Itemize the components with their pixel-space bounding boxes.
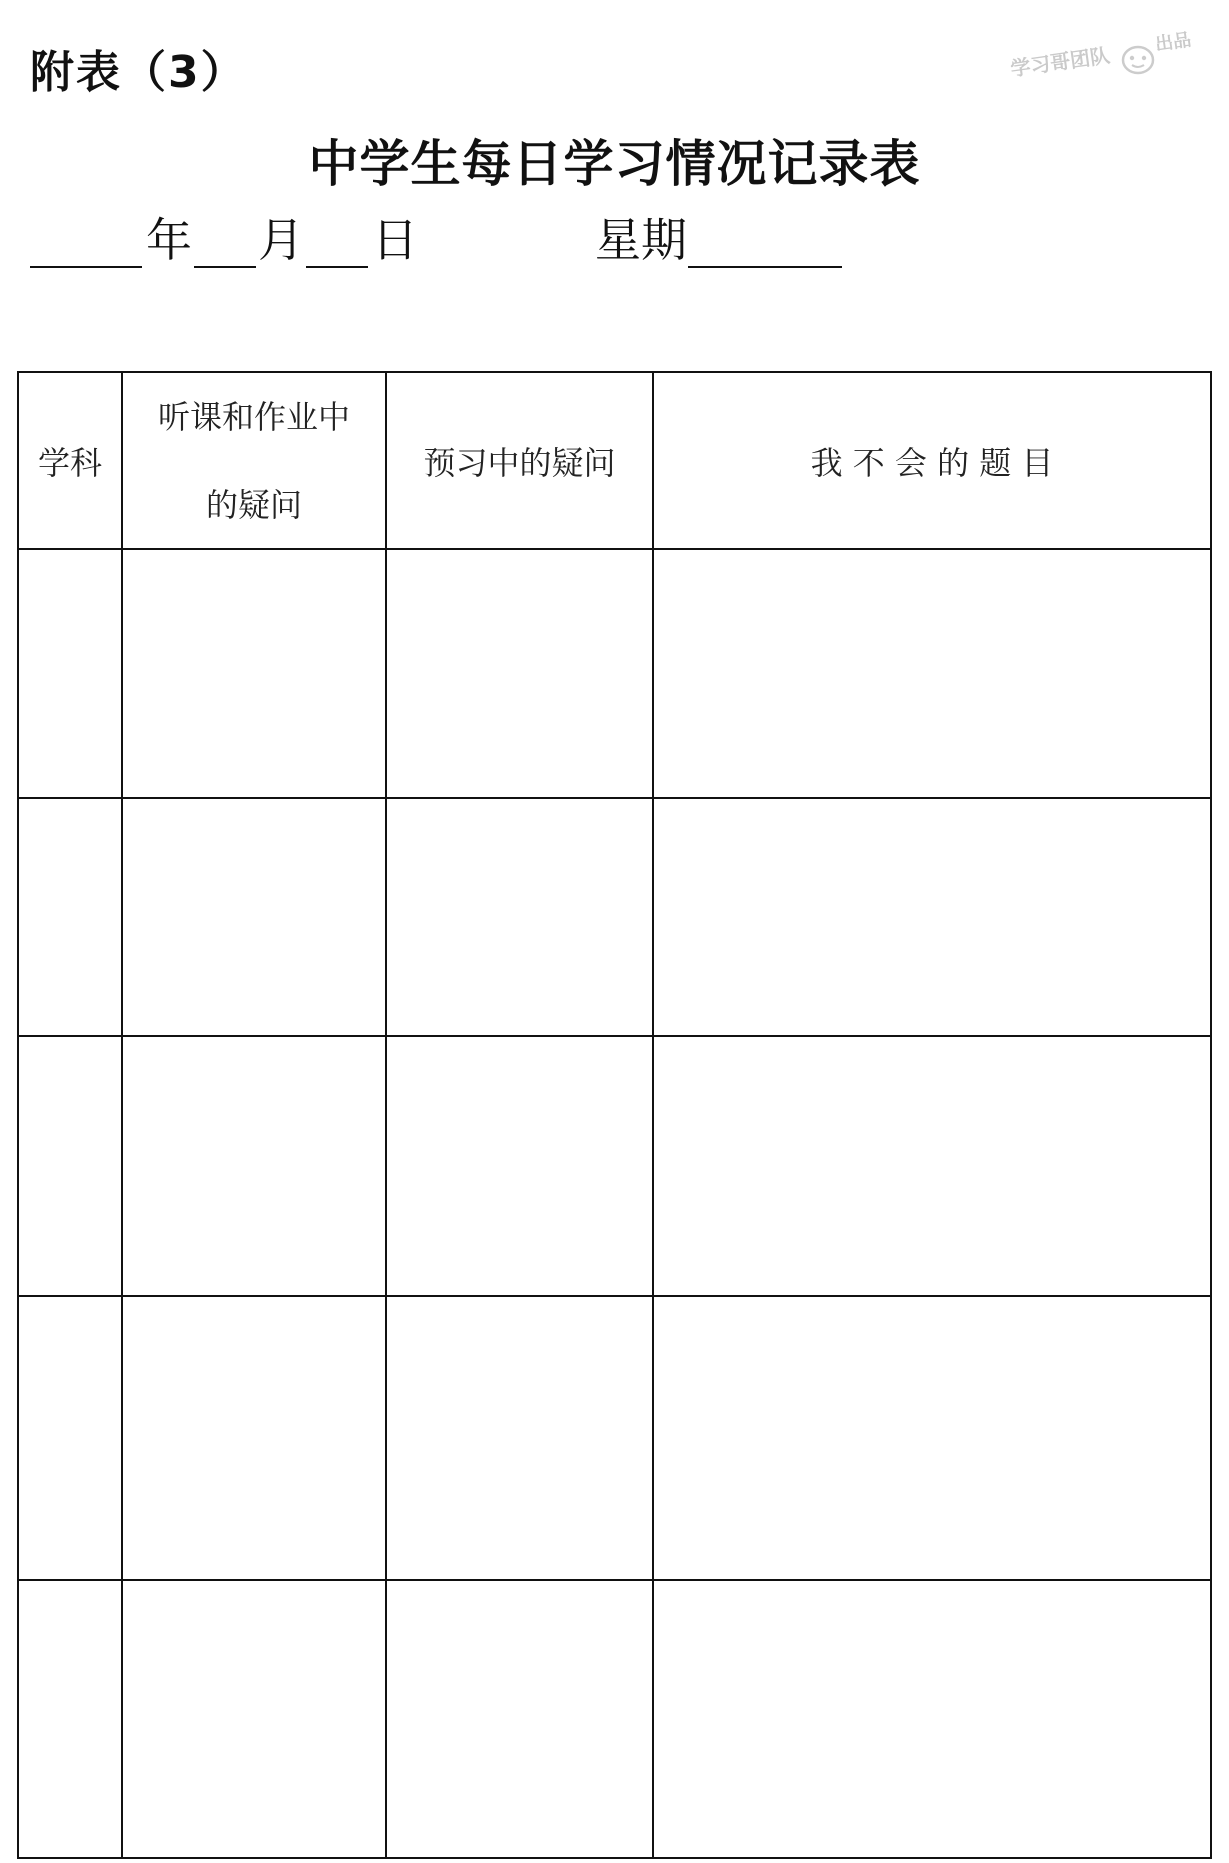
header-subject (19, 373, 121, 548)
header-subject-label: 学科 (37, 443, 102, 482)
appendix-label: 附表（3） (30, 47, 247, 98)
header-preview-label: 预习中的疑问 (423, 443, 616, 482)
header-class-homework-questions (123, 373, 385, 548)
document-title: 中学生每日学习情况记录表 (308, 135, 921, 193)
table-row[interactable] (19, 1037, 1210, 1295)
day-label: 日 (372, 213, 418, 267)
watermark-out-text: 出品 (1153, 29, 1193, 56)
header-class-homework-line1: 听课和作业中 (157, 397, 350, 436)
mascot-icon (1120, 42, 1156, 76)
header-unsolved-label: 我 不 会 的 题 目 (810, 443, 1054, 482)
month-label: 月 (258, 213, 304, 267)
month-blank[interactable] (194, 266, 256, 268)
table-row[interactable] (19, 1581, 1210, 1857)
table-row[interactable] (19, 1297, 1210, 1579)
header-unsolved-problems (654, 373, 1210, 548)
table-row[interactable] (19, 799, 1210, 1035)
year-label: 年 (146, 213, 192, 267)
weekday-label: 星期 (595, 213, 687, 267)
table-row[interactable] (19, 550, 1210, 797)
watermark (1010, 24, 1200, 94)
year-blank[interactable] (30, 266, 142, 268)
header-preview-questions (387, 373, 652, 548)
header-class-homework-line2: 的疑问 (205, 485, 302, 524)
record-table (17, 371, 1212, 1859)
day-blank[interactable] (306, 266, 368, 268)
watermark-main-text: 学习哥团队 (1009, 43, 1112, 81)
weekday-blank[interactable] (688, 266, 842, 268)
